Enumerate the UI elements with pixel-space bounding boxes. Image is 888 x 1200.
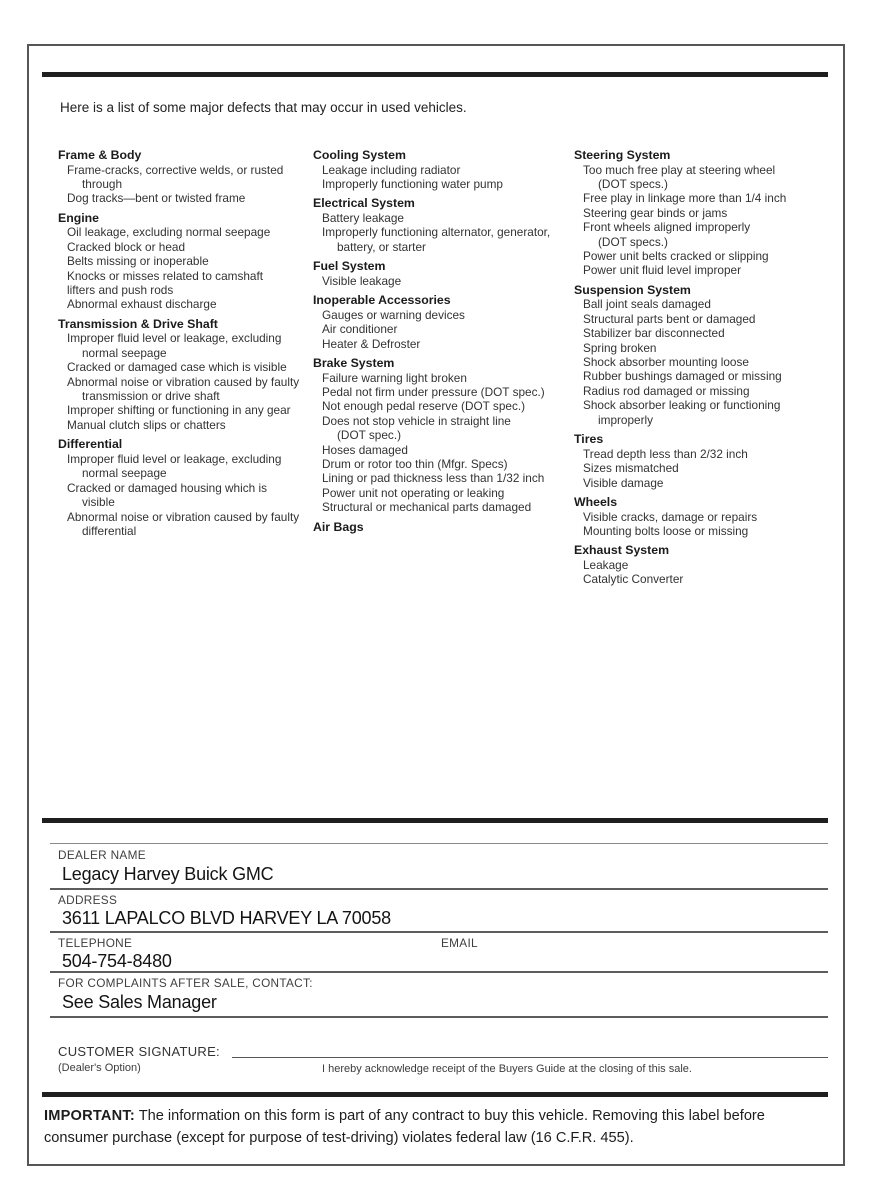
- defect-item-line: Lining or pad thickness less than 1/32 inch: [322, 471, 545, 486]
- defect-item-line: Leakage including radiator: [322, 162, 461, 177]
- defect-item-line: Knocks or misses related to camshaft: [67, 268, 264, 283]
- defect-item-line: Tread depth less than 2/32 inch: [583, 446, 748, 461]
- section-title: Wheels: [574, 494, 618, 509]
- intro-text: Here is a list of some major defects that may occur in used vehicles.: [60, 100, 467, 115]
- defect-item-line: Oil leakage, excluding normal seepage: [67, 225, 271, 240]
- defect-item-line: Heater & Defroster: [322, 336, 421, 351]
- field-line-top: [50, 843, 828, 844]
- section-title: Inoperable Accessories: [313, 293, 451, 308]
- important-label: IMPORTANT:: [44, 1108, 135, 1124]
- defect-item-line: Front wheels aligned improperly: [583, 220, 751, 235]
- defect-item-line: Dog tracks—bent or twisted frame: [67, 191, 246, 206]
- section-title: Suspension System: [574, 282, 691, 297]
- defect-item-line: Power unit not operating or leaking: [322, 485, 505, 500]
- defect-item-line: (DOT specs.): [598, 234, 668, 249]
- defect-item-line: Drum or rotor too thin (Mfgr. Specs): [322, 457, 508, 472]
- field-line-address: [50, 931, 828, 933]
- defect-item-line: Hoses damaged: [322, 442, 408, 457]
- defect-item-line: Improperly functioning alternator, generator,: [322, 225, 551, 240]
- defect-item-line: Failure warning light broken: [322, 370, 467, 385]
- defect-item-line: Steering gear binds or jams: [583, 205, 728, 220]
- lower-divider-rule: [42, 1092, 828, 1097]
- defect-item-line: normal seepage: [82, 466, 167, 481]
- defect-item-line: Cracked block or head: [67, 239, 186, 254]
- address-value: 3611 LAPALCO BLVD HARVEY LA 70058: [62, 908, 391, 928]
- defect-item-line: Power unit belts cracked or slipping: [583, 249, 769, 264]
- defect-item-line: Frame-cracks, corrective welds, or rusted: [67, 162, 284, 177]
- defect-item-line: Battery leakage: [322, 211, 404, 225]
- defect-item-line: Improper fluid level or leakage, excluding: [67, 331, 282, 346]
- defect-item-line: (DOT specs.): [598, 177, 668, 191]
- defect-item-line: Visible cracks, damage or repairs: [583, 509, 758, 524]
- address-label: ADDRESS: [58, 893, 118, 907]
- defect-item-line: Free play in linkage more than 1/4 inch: [583, 191, 787, 206]
- defect-item-line: Structural parts bent or damaged: [583, 311, 756, 326]
- defect-item-line: lifters and push rods: [67, 283, 174, 298]
- defect-item-line: Sizes mismatched: [583, 461, 679, 476]
- defects-column-2: [313, 148, 569, 534]
- dealer-name-value: Legacy Harvey Buick GMC: [62, 864, 274, 884]
- defect-item-line: differential: [82, 523, 137, 538]
- defect-item-line: Abnormal exhaust discharge: [67, 297, 217, 312]
- defect-item-line: Visible leakage: [322, 273, 402, 288]
- defect-item-line: Pedal not firm under pressure (DOT spec.): [322, 385, 545, 400]
- section-title: Frame & Body: [58, 148, 142, 162]
- section-title: Engine: [58, 210, 99, 225]
- section-title: Tires: [574, 432, 604, 447]
- defect-item-line: Visible damage: [583, 475, 664, 490]
- telephone-value: 504-754-8480: [62, 951, 172, 971]
- section-title: Cooling System: [313, 148, 406, 162]
- defect-item-line: Stabilizer bar disconnected: [583, 326, 725, 341]
- important-text: The information on this form is part of any contract to buy this vehicle. Removing this label before consumer purchase (except for purpose of test-driving) violates federal law (16 C.F.R. 455).: [44, 1108, 765, 1146]
- defect-item-line: Belts missing or inoperable: [67, 254, 209, 269]
- defect-item-line: Catalytic Converter: [583, 572, 684, 587]
- section-title: Differential: [58, 437, 123, 452]
- defects-column-3: [574, 148, 830, 587]
- section-title: Brake System: [313, 356, 395, 371]
- important-notice: [44, 1106, 830, 1150]
- field-line-complaints: [50, 1016, 828, 1018]
- defect-item-line: through: [82, 177, 123, 191]
- defect-item-line: Radius rod damaged or missing: [583, 383, 750, 398]
- customer-signature-label: CUSTOMER SIGNATURE:: [58, 1044, 220, 1059]
- section-title: Fuel System: [313, 259, 386, 274]
- defect-item-line: Ball joint seals damaged: [583, 297, 711, 312]
- defect-item-line: Improper fluid level or leakage, excluding: [67, 451, 282, 466]
- defect-item-line: Abnormal noise or vibration caused by faulty: [67, 374, 300, 389]
- defect-item-line: Improperly functioning water pump: [322, 177, 503, 191]
- defect-item-line: Mounting bolts loose or missing: [583, 523, 749, 538]
- defects-column-1: [58, 148, 314, 538]
- acknowledge-note: I hereby acknowledge receipt of the Buyers Guide at the closing of this sale.: [322, 1063, 692, 1075]
- defect-item-line: Air conditioner: [322, 322, 398, 337]
- defect-item-line: Cracked or damaged housing which is: [67, 480, 267, 495]
- section-title: Electrical System: [313, 196, 415, 211]
- complaints-value: See Sales Manager: [62, 992, 217, 1012]
- defect-item-line: Cracked or damaged case which is visible: [67, 360, 287, 375]
- defect-item-line: Abnormal noise or vibration caused by faulty: [67, 509, 300, 524]
- defect-item-line: Improper shifting or functioning in any gear: [67, 403, 291, 418]
- defect-item-line: Power unit fluid level improper: [583, 263, 742, 278]
- field-line-dealer: [50, 888, 828, 890]
- defect-item-line: normal seepage: [82, 345, 167, 360]
- customer-signature-line: [232, 1057, 828, 1058]
- defect-item-line: battery, or starter: [337, 239, 426, 254]
- defect-item-line: (DOT spec.): [337, 428, 402, 443]
- middle-divider-rule: [42, 818, 828, 823]
- defect-item-line: Spring broken: [583, 340, 657, 355]
- top-divider-rule: [42, 72, 828, 77]
- buyers-guide-back-page: [27, 44, 845, 1166]
- dealer-name-label: DEALER NAME: [58, 848, 146, 862]
- defect-item-line: Too much free play at steering wheel: [583, 162, 776, 177]
- defect-item-line: transmission or drive shaft: [82, 389, 220, 404]
- defect-item-line: Rubber bushings damaged or missing: [583, 369, 782, 384]
- defect-item-line: Leakage: [583, 557, 629, 572]
- defect-item-line: improperly: [598, 412, 654, 427]
- section-title: Exhaust System: [574, 543, 670, 558]
- defect-item-line: Manual clutch slips or chatters: [67, 417, 226, 432]
- defect-item-line: Shock absorber mounting loose: [583, 355, 749, 370]
- email-label: EMAIL: [441, 936, 478, 950]
- section-title: Air Bags: [313, 519, 364, 534]
- complaints-label: FOR COMPLAINTS AFTER SALE, CONTACT:: [58, 976, 313, 990]
- defect-item-line: Gauges or warning devices: [322, 307, 465, 322]
- defect-item-line: Structural or mechanical parts damaged: [322, 500, 532, 515]
- defect-item-line: Shock absorber leaking or functioning: [583, 398, 781, 413]
- section-title: Transmission & Drive Shaft: [58, 316, 218, 331]
- defect-item-line: Does not stop vehicle in straight line: [322, 413, 511, 428]
- dealers-option-note: (Dealer's Option): [58, 1062, 141, 1074]
- field-line-telephone: [50, 971, 828, 973]
- telephone-label: TELEPHONE: [58, 936, 133, 950]
- defect-item-line: Not enough pedal reserve (DOT spec.): [322, 399, 526, 414]
- section-title: Steering System: [574, 148, 671, 162]
- defect-item-line: visible: [82, 495, 115, 510]
